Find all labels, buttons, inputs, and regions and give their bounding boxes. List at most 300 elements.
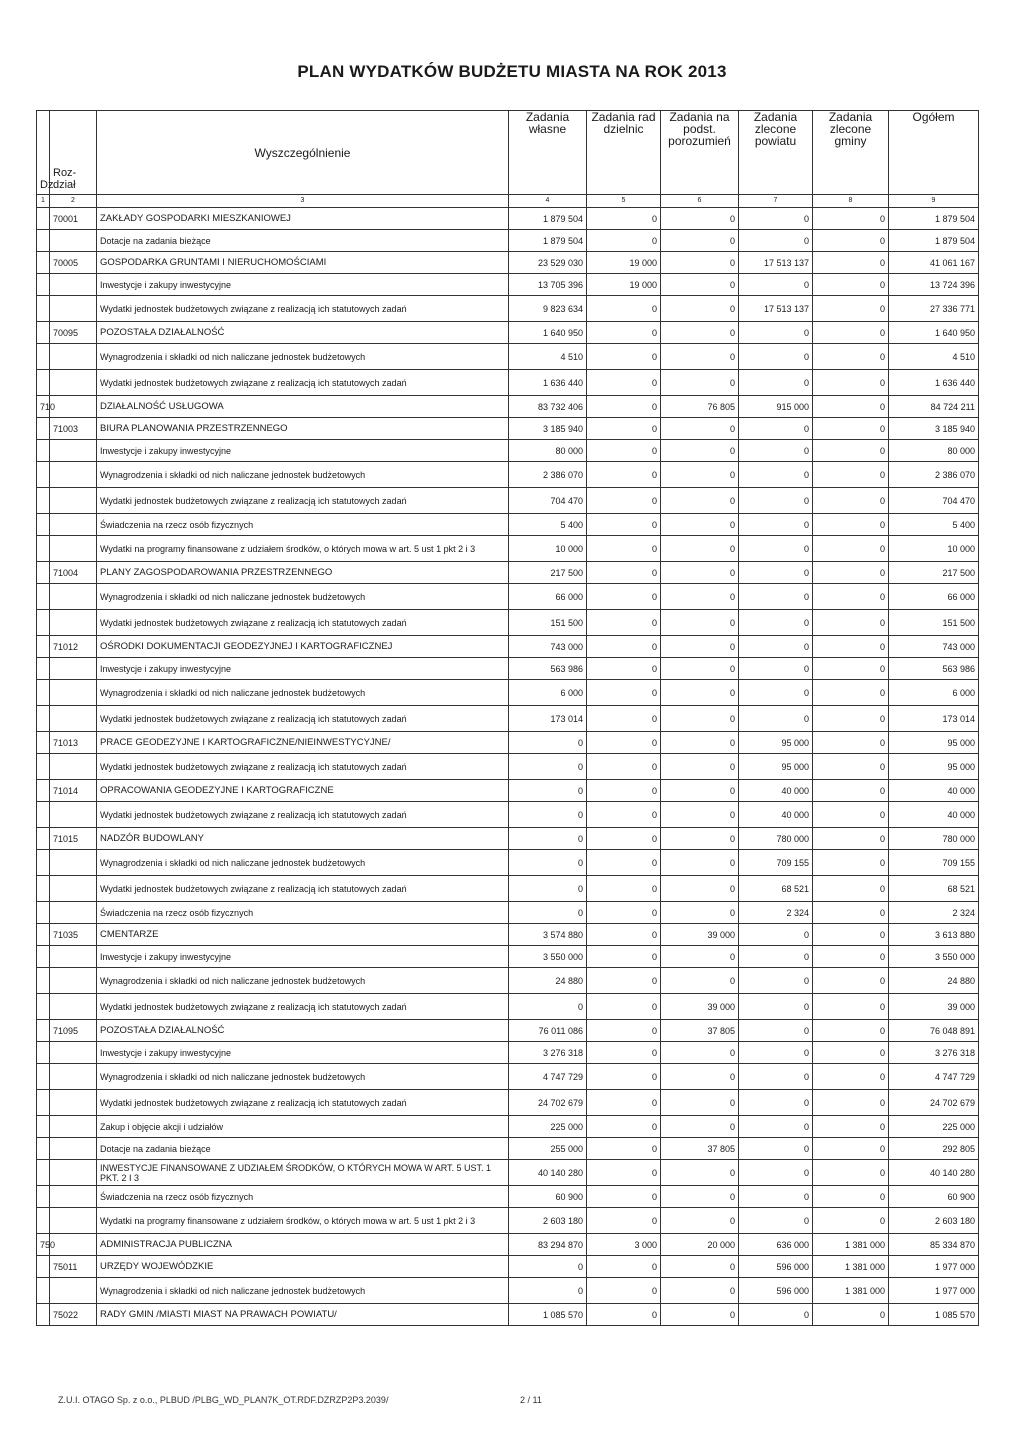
value-porozumien: 0: [661, 488, 739, 514]
value-zlecone-powiatu: 0: [739, 680, 813, 706]
value-zlecone-gminy: 0: [813, 322, 889, 344]
rozdzial-code: [50, 754, 97, 780]
table-row: [37, 706, 979, 732]
value-zlecone-powiatu: 0: [739, 1064, 813, 1090]
value-zlecone-gminy: 0: [813, 754, 889, 780]
dzial-code: [37, 1116, 50, 1138]
value-porozumien: 0: [661, 968, 739, 994]
value-zlecone-gminy: 0: [813, 208, 889, 230]
value-porozumien: 0: [661, 1304, 739, 1326]
value-porozumien: 0: [661, 1090, 739, 1116]
column-number: 7: [739, 195, 813, 208]
value-zlecone-gminy: 0: [813, 610, 889, 636]
row-description: Dotacje na zadania bieżące: [97, 1138, 509, 1160]
value-porozumien: 0: [661, 828, 739, 850]
value-zlecone-gminy: 0: [813, 370, 889, 396]
rozdzial-code: [50, 1208, 97, 1234]
column-number: 4: [509, 195, 587, 208]
dzial-code: [37, 680, 50, 706]
column-number: 8: [813, 195, 889, 208]
value-zlecone-gminy: 0: [813, 396, 889, 418]
row-description: INWESTYCJE FINANSOWANE Z UDZIAŁEM ŚRODKÓW, O KTÓRYCH MOWA W ART. 5 UST. 1 PKT. 2 I 3: [97, 1160, 509, 1186]
column-number: 6: [661, 195, 739, 208]
value-ogolem: 709 155: [889, 850, 979, 876]
row-description: POZOSTAŁA DZIAŁALNOŚĆ: [97, 1020, 509, 1042]
table-row: [37, 514, 979, 536]
rozdzial-code: [50, 680, 97, 706]
rozdzial-code: 75022: [50, 1304, 97, 1326]
value-rad-dzielnic: 0: [587, 562, 661, 584]
value-zlecone-gminy: 0: [813, 1116, 889, 1138]
value-zlecone-powiatu: 40 000: [739, 780, 813, 802]
header-description: Wyszczególnienie: [97, 111, 509, 195]
value-ogolem: 563 986: [889, 658, 979, 680]
value-ogolem: 40 000: [889, 802, 979, 828]
dzial-code: 710: [37, 396, 50, 418]
row-description: ADMINISTRACJA PUBLICZNA: [97, 1234, 509, 1256]
rozdzial-code: [50, 1090, 97, 1116]
value-zadania-wlasne: 0: [509, 802, 587, 828]
value-rad-dzielnic: 0: [587, 488, 661, 514]
rozdzial-code: [50, 274, 97, 296]
row-description: Wydatki jednostek budżetowych związane z realizacją ich statutowych zadań: [97, 754, 509, 780]
rozdzial-code: 71014: [50, 780, 97, 802]
value-porozumien: 0: [661, 1208, 739, 1234]
table-row: [37, 1304, 979, 1326]
dzial-code: [37, 946, 50, 968]
value-ogolem: 85 334 870: [889, 1234, 979, 1256]
value-zlecone-gminy: 0: [813, 1090, 889, 1116]
rozdzial-code: [50, 1160, 97, 1186]
value-rad-dzielnic: 0: [587, 850, 661, 876]
value-ogolem: 66 000: [889, 584, 979, 610]
dzial-code: [37, 902, 50, 924]
value-zadania-wlasne: 4 510: [509, 344, 587, 370]
value-zlecone-gminy: 0: [813, 536, 889, 562]
value-zlecone-gminy: 0: [813, 1208, 889, 1234]
dzial-code: [37, 732, 50, 754]
value-rad-dzielnic: 0: [587, 994, 661, 1020]
dzial-code: [37, 1138, 50, 1160]
table-row: [37, 924, 979, 946]
value-zadania-wlasne: 0: [509, 1278, 587, 1304]
value-zadania-wlasne: 743 000: [509, 636, 587, 658]
rozdzial-code: [50, 296, 97, 322]
value-zlecone-powiatu: 0: [739, 994, 813, 1020]
value-porozumien: 0: [661, 296, 739, 322]
row-description: DZIAŁALNOŚĆ USŁUGOWA: [97, 396, 509, 418]
value-zlecone-powiatu: 0: [739, 418, 813, 440]
dzial-code: [37, 418, 50, 440]
table-row: [37, 1234, 979, 1256]
value-zadania-wlasne: 3 574 880: [509, 924, 587, 946]
header-ogolem: Ogółem: [889, 111, 979, 195]
rozdzial-code: [50, 1064, 97, 1090]
value-rad-dzielnic: 0: [587, 1020, 661, 1042]
value-zlecone-powiatu: 636 000: [739, 1234, 813, 1256]
value-zlecone-gminy: 0: [813, 902, 889, 924]
value-rad-dzielnic: 0: [587, 1042, 661, 1064]
rozdzial-code: 75011: [50, 1256, 97, 1278]
value-zlecone-gminy: 0: [813, 946, 889, 968]
value-porozumien: 0: [661, 876, 739, 902]
value-zlecone-gminy: 0: [813, 1160, 889, 1186]
dzial-code: [37, 968, 50, 994]
row-description: Inwestycje i zakupy inwestycyjne: [97, 274, 509, 296]
value-ogolem: 95 000: [889, 754, 979, 780]
dzial-code: [37, 876, 50, 902]
rozdzial-code: 71015: [50, 828, 97, 850]
value-zadania-wlasne: 5 400: [509, 514, 587, 536]
value-zadania-wlasne: 66 000: [509, 584, 587, 610]
value-zadania-wlasne: 1 085 570: [509, 1304, 587, 1326]
table-row: [37, 1116, 979, 1138]
table-row: [37, 1278, 979, 1304]
row-description: BIURA PLANOWANIA PRZESTRZENNEGO: [97, 418, 509, 440]
value-porozumien: 0: [661, 562, 739, 584]
value-porozumien: 0: [661, 780, 739, 802]
value-ogolem: 173 014: [889, 706, 979, 732]
value-porozumien: 37 805: [661, 1138, 739, 1160]
value-rad-dzielnic: 0: [587, 462, 661, 488]
row-description: Inwestycje i zakupy inwestycyjne: [97, 946, 509, 968]
row-description: Wydatki jednostek budżetowych związane z realizacją ich statutowych zadań: [97, 488, 509, 514]
value-zadania-wlasne: 3 276 318: [509, 1042, 587, 1064]
value-zlecone-gminy: 0: [813, 344, 889, 370]
table-row: [37, 562, 979, 584]
rozdzial-code: [50, 946, 97, 968]
rozdzial-code: 70005: [50, 252, 97, 274]
table-row: [37, 1090, 979, 1116]
dzial-code: [37, 636, 50, 658]
rozdzial-code: [50, 488, 97, 514]
value-zlecone-gminy: 0: [813, 876, 889, 902]
table-row: [37, 208, 979, 230]
rozdzial-code: [50, 994, 97, 1020]
value-rad-dzielnic: 0: [587, 230, 661, 252]
value-zlecone-powiatu: 0: [739, 1208, 813, 1234]
table-row: [37, 230, 979, 252]
value-zlecone-gminy: 0: [813, 680, 889, 706]
value-zlecone-powiatu: 95 000: [739, 754, 813, 780]
value-porozumien: 0: [661, 732, 739, 754]
dzial-code: [37, 230, 50, 252]
dzial-code: [37, 1160, 50, 1186]
value-zlecone-powiatu: 0: [739, 636, 813, 658]
row-description: Wynagrodzenia i składki od nich naliczane jednostek budżetowych: [97, 1278, 509, 1304]
row-description: Świadczenia na rzecz osób fizycznych: [97, 902, 509, 924]
rozdzial-code: [50, 706, 97, 732]
dzial-code: [37, 924, 50, 946]
value-zlecone-gminy: 0: [813, 994, 889, 1020]
value-zlecone-powiatu: 0: [739, 1304, 813, 1326]
dzial-code: [37, 850, 50, 876]
value-ogolem: 1 085 570: [889, 1304, 979, 1326]
footer-source: Z.U.I. OTAGO Sp. z o.o., PLBUD /PLBG_WD_PLAN7K_OT.RDF.DZRZP2P3.2039/: [58, 1395, 389, 1405]
value-zadania-wlasne: 563 986: [509, 658, 587, 680]
value-zlecone-gminy: 0: [813, 230, 889, 252]
value-zadania-wlasne: 0: [509, 732, 587, 754]
value-porozumien: 0: [661, 536, 739, 562]
value-porozumien: 0: [661, 230, 739, 252]
rozdzial-code: [50, 514, 97, 536]
value-porozumien: 0: [661, 344, 739, 370]
value-zlecone-powiatu: 0: [739, 322, 813, 344]
table-row: [37, 252, 979, 274]
dzial-code: [37, 562, 50, 584]
value-zlecone-powiatu: 709 155: [739, 850, 813, 876]
dzial-code: [37, 252, 50, 274]
value-zlecone-gminy: 0: [813, 802, 889, 828]
value-ogolem: 1 636 440: [889, 370, 979, 396]
value-zlecone-powiatu: 17 513 137: [739, 296, 813, 322]
value-ogolem: 40 000: [889, 780, 979, 802]
rozdzial-code: [50, 396, 97, 418]
value-ogolem: 6 000: [889, 680, 979, 706]
value-rad-dzielnic: 0: [587, 418, 661, 440]
value-porozumien: 0: [661, 514, 739, 536]
row-description: Zakup i objęcie akcji i udziałów: [97, 1116, 509, 1138]
value-ogolem: 3 613 880: [889, 924, 979, 946]
table-row: [37, 636, 979, 658]
value-rad-dzielnic: 0: [587, 1304, 661, 1326]
value-zlecone-gminy: 0: [813, 1304, 889, 1326]
table-row: [37, 732, 979, 754]
value-zadania-wlasne: 0: [509, 994, 587, 1020]
row-description: Wydatki jednostek budżetowych związane z realizacją ich statutowych zadań: [97, 706, 509, 732]
value-porozumien: 0: [661, 462, 739, 488]
value-zadania-wlasne: 83 732 406: [509, 396, 587, 418]
value-porozumien: 0: [661, 802, 739, 828]
value-zlecone-gminy: 0: [813, 1064, 889, 1090]
value-porozumien: 39 000: [661, 994, 739, 1020]
row-description: OPRACOWANIA GEODEZYJNE I KARTOGRAFICZNE: [97, 780, 509, 802]
table-row: [37, 370, 979, 396]
value-rad-dzielnic: 0: [587, 1278, 661, 1304]
value-ogolem: 217 500: [889, 562, 979, 584]
table-row: [37, 584, 979, 610]
value-porozumien: 0: [661, 754, 739, 780]
rozdzial-code: 71003: [50, 418, 97, 440]
dzial-code: [37, 1020, 50, 1042]
row-description: Inwestycje i zakupy inwestycyjne: [97, 440, 509, 462]
header-rozdzial: Roz-dział: [50, 111, 97, 195]
value-zlecone-gminy: 0: [813, 706, 889, 732]
table-row: [37, 780, 979, 802]
rozdzial-code: [50, 1042, 97, 1064]
value-zlecone-gminy: 0: [813, 252, 889, 274]
value-porozumien: 37 805: [661, 1020, 739, 1042]
value-zadania-wlasne: 2 386 070: [509, 462, 587, 488]
value-ogolem: 5 400: [889, 514, 979, 536]
value-ogolem: 24 702 679: [889, 1090, 979, 1116]
dzial-code: [37, 1256, 50, 1278]
row-description: Wynagrodzenia i składki od nich naliczane jednostek budżetowych: [97, 344, 509, 370]
value-ogolem: 41 061 167: [889, 252, 979, 274]
value-ogolem: 225 000: [889, 1116, 979, 1138]
dzial-code: [37, 1042, 50, 1064]
dzial-code: [37, 1208, 50, 1234]
value-rad-dzielnic: 0: [587, 396, 661, 418]
rozdzial-code: 71012: [50, 636, 97, 658]
row-description: Wydatki jednostek budżetowych związane z realizacją ich statutowych zadań: [97, 994, 509, 1020]
table-body: [37, 208, 979, 1326]
table-row: [37, 946, 979, 968]
value-porozumien: 0: [661, 1256, 739, 1278]
row-description: GOSPODARKA GRUNTAMI I NIERUCHOMOŚCIAMI: [97, 252, 509, 274]
value-ogolem: 1 879 504: [889, 230, 979, 252]
dzial-code: [37, 322, 50, 344]
value-ogolem: 27 336 771: [889, 296, 979, 322]
row-description: Wynagrodzenia i składki od nich naliczane jednostek budżetowych: [97, 584, 509, 610]
header-zadania-zlecone-gminy: Zadania zlecone gminy: [813, 111, 889, 195]
value-zlecone-gminy: 1 381 000: [813, 1234, 889, 1256]
value-ogolem: 704 470: [889, 488, 979, 514]
row-description: CMENTARZE: [97, 924, 509, 946]
rozdzial-code: [50, 1138, 97, 1160]
dzial-code: [37, 1186, 50, 1208]
rozdzial-code: [50, 462, 97, 488]
value-zlecone-powiatu: 0: [739, 1090, 813, 1116]
value-zlecone-powiatu: 0: [739, 230, 813, 252]
value-zadania-wlasne: 225 000: [509, 1116, 587, 1138]
value-rad-dzielnic: 0: [587, 680, 661, 706]
value-rad-dzielnic: 0: [587, 610, 661, 636]
row-description: Wynagrodzenia i składki od nich naliczane jednostek budżetowych: [97, 680, 509, 706]
rozdzial-code: [50, 1116, 97, 1138]
row-description: POZOSTAŁA DZIAŁALNOŚĆ: [97, 322, 509, 344]
value-porozumien: 0: [661, 1186, 739, 1208]
value-zadania-wlasne: 23 529 030: [509, 252, 587, 274]
value-ogolem: 2 603 180: [889, 1208, 979, 1234]
rozdzial-code: [50, 1186, 97, 1208]
value-zlecone-gminy: 0: [813, 658, 889, 680]
header-zadania-wlasne: Zadania własne: [509, 111, 587, 195]
rozdzial-code: 71013: [50, 732, 97, 754]
rozdzial-code: [50, 876, 97, 902]
value-ogolem: 2 324: [889, 902, 979, 924]
dzial-code: [37, 1090, 50, 1116]
row-description: Świadczenia na rzecz osób fizycznych: [97, 514, 509, 536]
rozdzial-code: [50, 658, 97, 680]
value-porozumien: 0: [661, 1042, 739, 1064]
value-porozumien: 0: [661, 208, 739, 230]
value-rad-dzielnic: 0: [587, 1186, 661, 1208]
dzial-code: [37, 828, 50, 850]
value-zadania-wlasne: 6 000: [509, 680, 587, 706]
page-footer: [58, 1395, 542, 1405]
value-zadania-wlasne: 217 500: [509, 562, 587, 584]
rozdzial-code: 71035: [50, 924, 97, 946]
value-porozumien: 0: [661, 440, 739, 462]
row-description: Wydatki na programy finansowane z udziałem środków, o których mowa w art. 5 ust 1 pkt 2 i 3: [97, 1208, 509, 1234]
value-ogolem: 743 000: [889, 636, 979, 658]
value-ogolem: 60 900: [889, 1186, 979, 1208]
value-ogolem: 1 879 504: [889, 208, 979, 230]
value-ogolem: 292 805: [889, 1138, 979, 1160]
header-zadania-porozumien: Zadania na podst. porozumień: [661, 111, 739, 195]
row-description: Wydatki jednostek budżetowych związane z realizacją ich statutowych zadań: [97, 876, 509, 902]
row-description: Wydatki jednostek budżetowych związane z realizacją ich statutowych zadań: [97, 296, 509, 322]
value-zadania-wlasne: 60 900: [509, 1186, 587, 1208]
table-header: [37, 111, 979, 208]
value-ogolem: 151 500: [889, 610, 979, 636]
table-row: [37, 1138, 979, 1160]
value-porozumien: 0: [661, 322, 739, 344]
row-description: PLANY ZAGOSPODAROWANIA PRZESTRZENNEGO: [97, 562, 509, 584]
value-zlecone-powiatu: 0: [739, 610, 813, 636]
rozdzial-code: [50, 610, 97, 636]
value-porozumien: 76 805: [661, 396, 739, 418]
dzial-code: [37, 296, 50, 322]
header-zadania-rad-dzielnic: Zadania rad dzielnic: [587, 111, 661, 195]
table-row: [37, 462, 979, 488]
dzial-code: [37, 994, 50, 1020]
table-row: [37, 1186, 979, 1208]
value-porozumien: 0: [661, 1064, 739, 1090]
row-description: OŚRODKI DOKUMENTACJI GEODEZYJNEJ I KARTOGRAFICZNEJ: [97, 636, 509, 658]
value-porozumien: 39 000: [661, 924, 739, 946]
dzial-code: [37, 584, 50, 610]
value-ogolem: 4 510: [889, 344, 979, 370]
value-zlecone-powiatu: 0: [739, 344, 813, 370]
row-description: Dotacje na zadania bieżące: [97, 230, 509, 252]
column-number: 5: [587, 195, 661, 208]
rozdzial-code: [50, 584, 97, 610]
value-zlecone-gminy: 1 381 000: [813, 1278, 889, 1304]
value-rad-dzielnic: 0: [587, 946, 661, 968]
value-ogolem: 84 724 211: [889, 396, 979, 418]
value-zlecone-powiatu: 0: [739, 946, 813, 968]
row-description: Wydatki jednostek budżetowych związane z realizacją ich statutowych zadań: [97, 802, 509, 828]
value-rad-dzielnic: 0: [587, 876, 661, 902]
value-zlecone-powiatu: 0: [739, 584, 813, 610]
value-zlecone-powiatu: 0: [739, 440, 813, 462]
rozdzial-code: [50, 230, 97, 252]
value-zlecone-powiatu: 780 000: [739, 828, 813, 850]
value-zlecone-powiatu: 0: [739, 1186, 813, 1208]
value-porozumien: 0: [661, 370, 739, 396]
value-ogolem: 1 977 000: [889, 1256, 979, 1278]
row-description: Inwestycje i zakupy inwestycyjne: [97, 658, 509, 680]
value-zadania-wlasne: 1 879 504: [509, 230, 587, 252]
table-row: [37, 344, 979, 370]
value-zadania-wlasne: 0: [509, 754, 587, 780]
value-zadania-wlasne: 83 294 870: [509, 1234, 587, 1256]
page-title: PLAN WYDATKÓW BUDŻETU MIASTA NA ROK 2013: [297, 62, 727, 81]
value-porozumien: 0: [661, 610, 739, 636]
value-rad-dzielnic: 0: [587, 780, 661, 802]
value-porozumien: 0: [661, 902, 739, 924]
value-rad-dzielnic: 0: [587, 296, 661, 322]
value-rad-dzielnic: 3 000: [587, 1234, 661, 1256]
value-zadania-wlasne: 3 185 940: [509, 418, 587, 440]
table-row: [37, 876, 979, 902]
value-zlecone-gminy: 0: [813, 1186, 889, 1208]
value-zadania-wlasne: 80 000: [509, 440, 587, 462]
dzial-code: 750: [37, 1234, 50, 1256]
value-porozumien: 0: [661, 946, 739, 968]
table-row: [37, 1208, 979, 1234]
value-ogolem: 39 000: [889, 994, 979, 1020]
row-description: Wydatki na programy finansowane z udziałem środków, o których mowa w art. 5 ust 1 pkt 2 i 3: [97, 536, 509, 562]
value-zlecone-gminy: 0: [813, 968, 889, 994]
table-row: [37, 610, 979, 636]
value-rad-dzielnic: 0: [587, 1160, 661, 1186]
table-row: [37, 658, 979, 680]
value-zlecone-gminy: 0: [813, 440, 889, 462]
value-zlecone-gminy: 0: [813, 296, 889, 322]
